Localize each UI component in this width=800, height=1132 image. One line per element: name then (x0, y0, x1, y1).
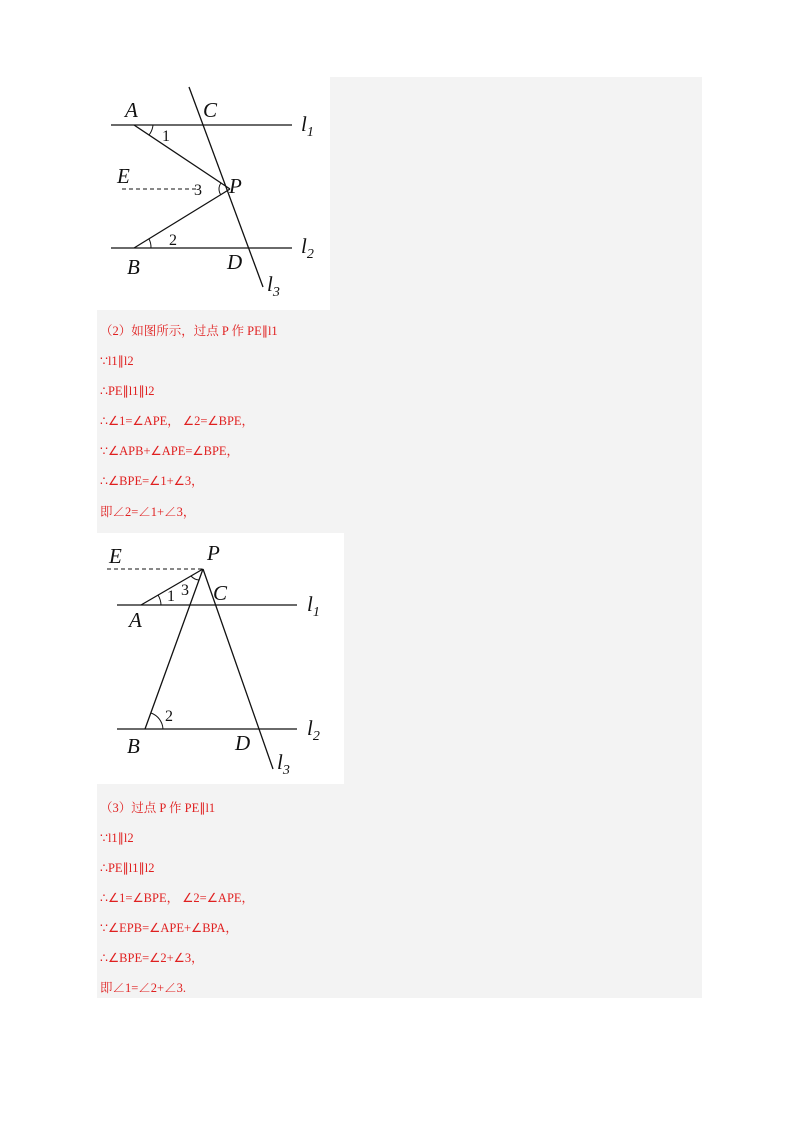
label-l2: $l_2$ (301, 234, 314, 262)
label-d: D (227, 250, 243, 274)
label-d: D (235, 731, 251, 755)
angle-3-arc (191, 576, 199, 580)
angle-1-label: 1 (167, 588, 175, 605)
part3-line-1: （3）过点 P 作 PE∥l1 (100, 801, 216, 815)
label-p: P (229, 174, 242, 198)
angle-2-arc (151, 713, 163, 729)
part2-line-1: （2）如图所示，过点 P 作 PE∥l1 (100, 324, 278, 338)
angle-1-arc (158, 595, 161, 605)
label-c: C (213, 581, 228, 605)
part3-line-2: ∵l1∥l2 (100, 831, 134, 845)
label-b: B (127, 255, 140, 279)
label-e: E (109, 544, 122, 568)
label-b: B (127, 734, 140, 758)
segment-ap (134, 125, 230, 189)
label-c: C (203, 98, 218, 122)
label-p: P (207, 541, 220, 565)
angle-3-arc (219, 183, 221, 195)
angle-1-label: 1 (162, 128, 170, 145)
part3-line-5: ∵∠EPB=∠APE+∠BPA， (100, 921, 238, 935)
angle-1-arc (149, 125, 153, 135)
part2-line-7: 即∠2=∠1+∠3， (100, 505, 196, 519)
part3-line-6: ∴∠BPE=∠2+∠3， (100, 951, 204, 965)
part2-line-3: ∴PE∥l1∥l2 (100, 384, 155, 398)
part2-line-5: ∵∠APB+∠APE=∠BPE， (100, 444, 240, 458)
label-l1: $l_1$ (301, 112, 314, 140)
label-l3: $l_3$ (277, 750, 290, 778)
label-l2: $l_2$ (307, 716, 320, 744)
angle-2-arc (149, 239, 151, 248)
label-a: A (129, 608, 142, 632)
part3-line-4: ∴∠1=∠BPE， ∠2=∠APE， (100, 891, 255, 905)
figure-1-diagram (97, 77, 330, 310)
part2-line-6: ∴∠BPE=∠1+∠3， (100, 474, 204, 488)
label-l3: $l_3$ (267, 272, 280, 300)
part2-line-4: ∴∠1=∠APE， ∠2=∠BPE， (100, 414, 255, 428)
angle-2-label: 2 (169, 232, 177, 249)
angle-3-label: 3 (194, 182, 202, 199)
part2-line-2: ∵l1∥l2 (100, 354, 134, 368)
segment-bp (134, 189, 230, 248)
label-e: E (117, 164, 130, 188)
label-a: A (125, 98, 138, 122)
part3-line-7: 即∠1=∠2+∠3. (100, 981, 186, 995)
figure-2-diagram (97, 533, 344, 784)
angle-3-label: 3 (181, 582, 189, 599)
label-l1: $l_1$ (307, 592, 320, 620)
angle-2-label: 2 (165, 708, 173, 725)
part3-line-3: ∴PE∥l1∥l2 (100, 861, 155, 875)
